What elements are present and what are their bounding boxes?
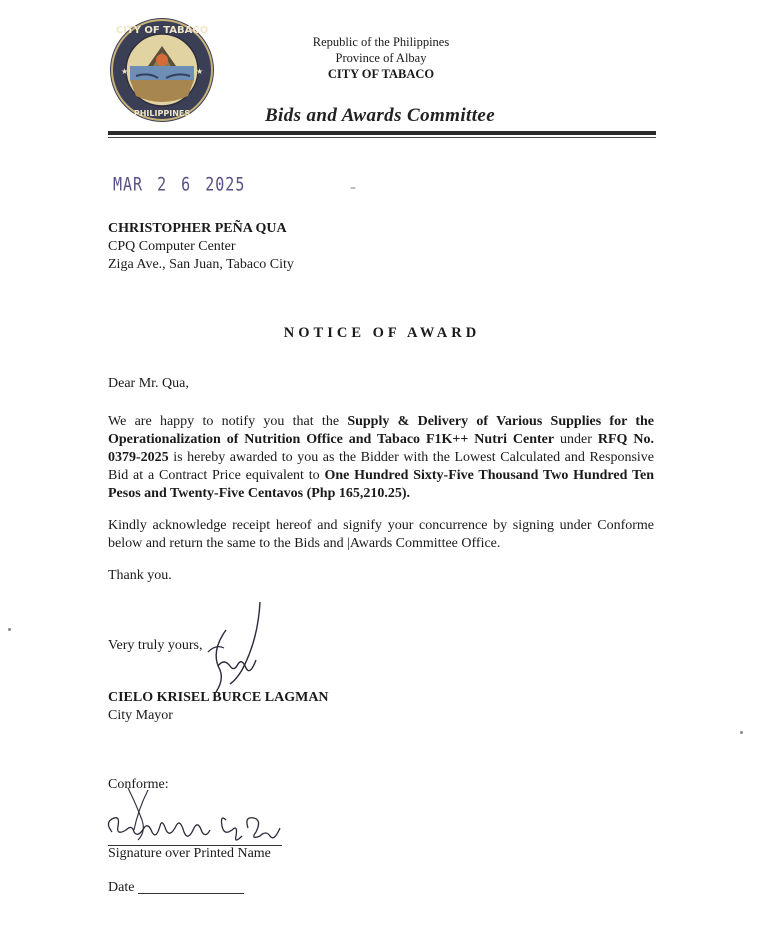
award-rfq-number: RFQ No. 0379-2025 bbox=[108, 432, 654, 465]
signer-title: City Mayor bbox=[108, 708, 173, 723]
scan-speck bbox=[740, 731, 743, 734]
conforme-label: Conforme: bbox=[108, 777, 169, 792]
award-under-text: under bbox=[554, 432, 598, 447]
letterhead-city: CITY OF TABACO bbox=[327, 67, 435, 81]
svg-text:★: ★ bbox=[196, 67, 204, 76]
scan-speck bbox=[8, 628, 11, 631]
committee-title: Bids and Awards Committee bbox=[264, 105, 496, 126]
date-field bbox=[108, 880, 244, 896]
date-label: Date bbox=[108, 880, 135, 895]
salutation: Dear Mr. Qua, bbox=[108, 376, 189, 391]
award-middle-text: is hereby awarded to you as the Bidder with the Lowest Calculated and Responsive Bid at a Contract Price equivalent to bbox=[108, 450, 654, 483]
conforme-signature bbox=[98, 780, 298, 850]
recipient-address: Ziga Ave., San Juan, Tabaco City bbox=[108, 257, 294, 272]
signer-name: CIELO KRISEL BURCE LAGMAN bbox=[108, 690, 329, 705]
date-blank-line bbox=[138, 893, 244, 894]
header-divider-thin bbox=[108, 137, 656, 138]
award-project-name: Supply & Delivery of Various Supplies for the Operationalization of Nutrition Office and Tabaco F1K++ Nutri Center bbox=[108, 414, 654, 447]
seal-text-top: CITY OF TABACO bbox=[115, 25, 209, 36]
thanks-text: Thank you. bbox=[108, 568, 172, 583]
notice-title: NOTICE OF AWARD bbox=[283, 325, 481, 341]
acknowledge-paragraph: Kindly acknowledge receipt hereof and signify your concurrence by signing under Conforme below and return the same to the Bids and |Awards Committee Office. bbox=[108, 518, 654, 551]
award-paragraph bbox=[108, 413, 654, 503]
closing-text: Very truly yours, bbox=[108, 638, 203, 653]
letterhead bbox=[250, 34, 512, 82]
svg-text:★: ★ bbox=[121, 67, 129, 76]
letterhead-republic: Republic of the Philippines bbox=[312, 35, 450, 49]
award-intro-text: We are happy to notify you that the bbox=[108, 414, 348, 429]
recipient-name: CHRISTOPHER PEÑA QUA bbox=[108, 221, 287, 236]
letterhead-province: Province of Albay bbox=[335, 51, 427, 65]
header-divider-thick bbox=[108, 131, 656, 135]
city-seal-logo bbox=[108, 16, 216, 124]
award-contract-amount: One Hundred Sixty-Five Thousand Two Hundred Ten Pesos and Twenty-Five Centavos (Php 165,210.25). bbox=[108, 468, 654, 501]
recipient-block bbox=[108, 220, 294, 274]
received-stamp-date: MAR 2 6 2025 bbox=[113, 173, 246, 196]
scan-speck bbox=[350, 187, 356, 189]
recipient-company: CPQ Computer Center bbox=[108, 239, 236, 254]
seal-text-bottom: PHILIPPINES bbox=[133, 109, 191, 118]
signature-caption: Signature over Printed Name bbox=[108, 846, 271, 861]
